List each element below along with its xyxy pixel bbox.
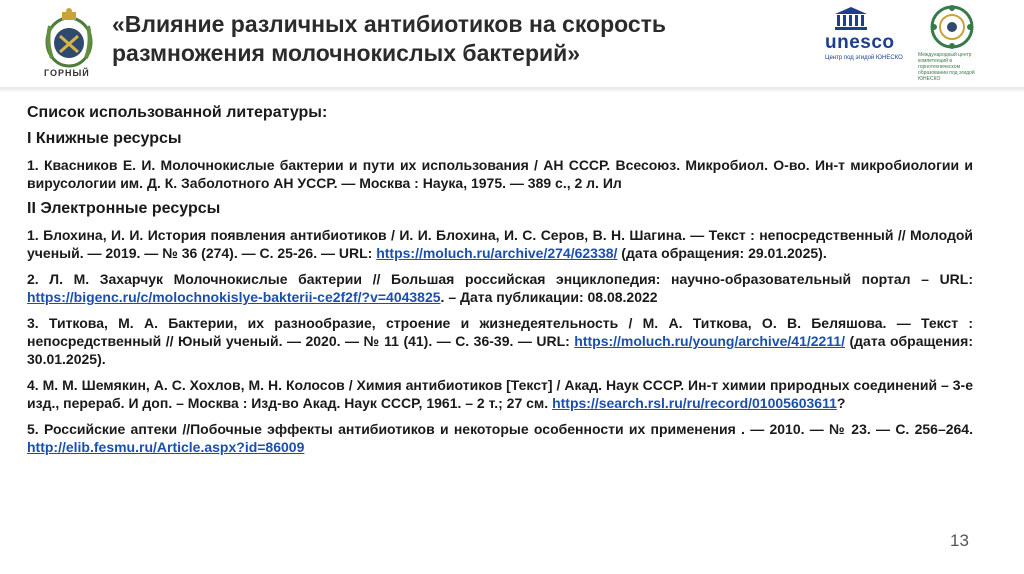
- electronic-reference: [27, 314, 973, 368]
- unesco-temple-icon: [833, 6, 869, 30]
- reference-text: (дата обращения: 29.01.2025).: [617, 245, 827, 261]
- book-reference: 1. Квасников Е. И. Молочнокислые бактерии и пути их использования / АН СССР. Всесоюз. Микробиол. О-во. Ин-т микробиологии и вирусологии им. Д. К. Заболотного АН УССР. — Москва : Наука, 1975. — 389 с., 2 л. Ил: [27, 157, 973, 191]
- page-number: 13: [950, 531, 969, 550]
- title-line-1: «Влияние различных антибиотиков на скорость: [112, 11, 667, 37]
- reference-link[interactable]: http://elib.fesmu.ru/Article.aspx?id=86009: [27, 439, 305, 455]
- unesco-subtitle: Центр под эгидой ЮНЕСКО: [825, 55, 903, 61]
- reference-text: . – Дата публикации: 08.08.2022: [440, 289, 658, 305]
- slide-title: [112, 10, 802, 68]
- header-divider: [0, 87, 1024, 93]
- reference-link[interactable]: https://moluch.ru/young/archive/41/2211/: [574, 333, 846, 349]
- reference-text: 3. Титкова, М. А. Бактерии, их разнообразие, строение и жизнедеятельность / М. А. Титкова, О. В. Беляшова. — Текст : непосредственный // Юный ученый. — 2020. — № 11 (41). — С. 36-39. — URL:: [27, 315, 973, 349]
- slide-header: [0, 0, 1024, 88]
- gorny-logo-text: ГОРНЫЙ: [44, 68, 90, 78]
- unesco-logo: [825, 6, 907, 72]
- reference-text: ?: [836, 395, 846, 411]
- unesco-wordmark: unesco: [825, 32, 895, 53]
- competence-center-logo: [918, 4, 986, 80]
- reference-link[interactable]: https://moluch.ru/archive/274/62338/: [376, 245, 618, 261]
- reference-link[interactable]: https://search.rsl.ru/ru/record/01005603611: [552, 395, 837, 411]
- reference-text: 2. Л. М. Захарчук Молочнокислые бактерии // Большая российская энциклопедия: научно-образовательный портал – URL:: [27, 271, 973, 287]
- electronic-reference: [27, 270, 973, 306]
- reference-text: 5. Российские аптеки //Побочные эффекты антибиотиков и некоторые особенности их применения . — 2010. — № 23. — С. 256–264.: [27, 421, 973, 437]
- section-heading-electronic: II Электронные ресурсы: [27, 200, 221, 217]
- competence-center-subtitle: Международный центр компетенций в горнотехническом образовании под эгидой ЮНЕСКО: [918, 52, 975, 82]
- section-heading-books: I Книжные ресурсы: [27, 130, 182, 147]
- bibliography-heading: Список использованной литературы:: [27, 104, 328, 121]
- title-line-2: размножения молочнокислых бактерий»: [112, 40, 581, 66]
- competence-center-emblem-icon: [928, 4, 976, 50]
- electronic-reference: [27, 376, 973, 412]
- bibliography: [27, 96, 973, 464]
- electronic-reference: [27, 420, 973, 456]
- electronic-reference: [27, 226, 973, 262]
- reference-link[interactable]: https://bigenc.ru/c/molochnokislye-bakterii-ce2f2f/?v=4043825: [27, 289, 441, 305]
- reference-text: (дата обращения: 30.01.2025).: [27, 333, 973, 367]
- reference-text: 1. Блохина, И. И. История появления антибиотиков / И. И. Блохина, И. С. Серов, В. Н. Шагина. — Текст : непосредственный // Молодой ученый. — 2019. — № 36 (274). — С. 25-26. — URL:: [27, 227, 973, 261]
- gorny-logo: [38, 6, 100, 82]
- reference-text: 4. М. М. Шемякин, А. С. Хохлов, М. Н. Колосов / Химия антибиотиков [Текст] / Акад. Наук СССР. Ин-т химии природных соединений – 3-е изд., перераб. И доп. – Москва : Изд-во Акад. Наук СССР, 1961. – 2 т.; 27 см.: [27, 377, 973, 411]
